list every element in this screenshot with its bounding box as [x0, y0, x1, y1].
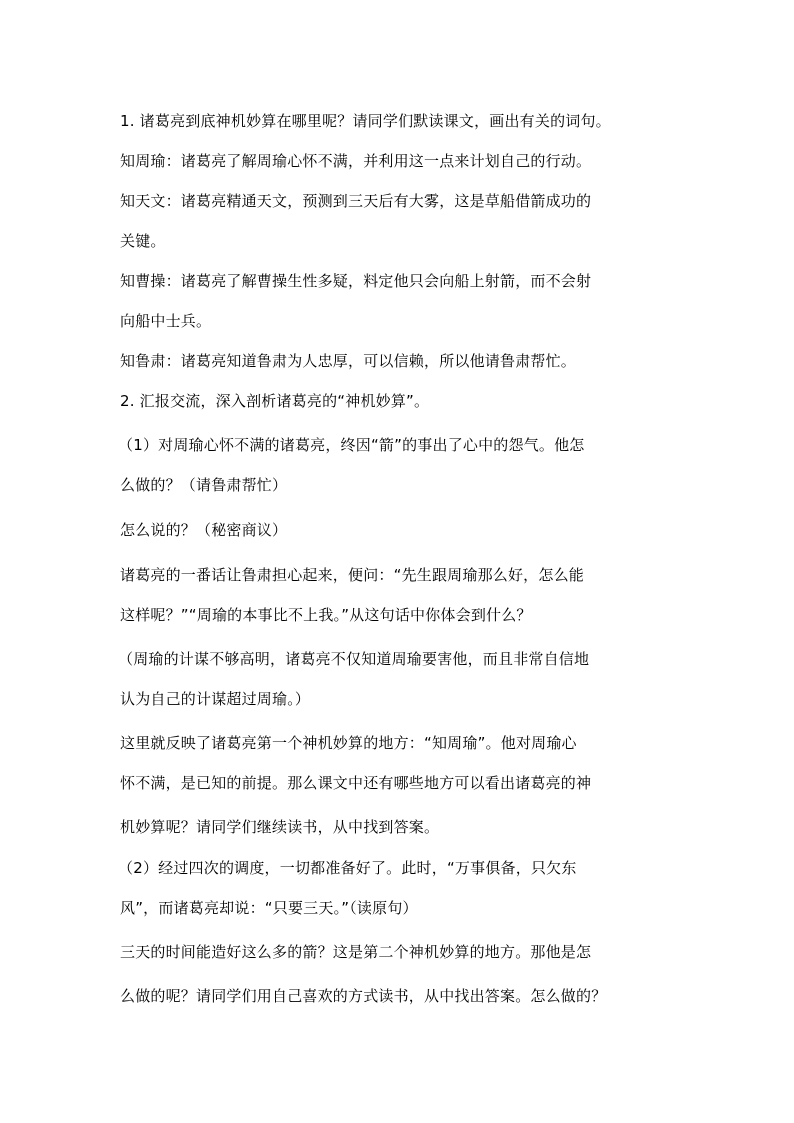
- text-line-12: 诸葛亮的一番话让鲁肃担心起来，便问：“先生跟周瑜那么好，怎么能: [120, 566, 584, 584]
- text-line-8: 2. 汇报交流，深入剖析诸葛亮的“神机妙算”。: [120, 392, 430, 410]
- text-line-14: （周瑜的计谋不够高明，诸葛亮不仅知道周瑜要害他，而且非常自信地: [118, 650, 590, 668]
- text-line-1: 1. 诸葛亮到底神机妙算在哪里呢？请同学们默读课文，画出有关的词句。: [120, 112, 611, 130]
- text-line-22: 么做的呢？请同学们用自己喜欢的方式读书，从中找出答案。怎么做的？: [120, 987, 607, 1005]
- text-line-6: 向船中士兵。: [120, 312, 212, 330]
- text-line-18: 机妙算呢？请同学们继续读书，从中找到答案。: [120, 818, 440, 836]
- text-line-2: 知周瑜：诸葛亮了解周瑜心怀不满，并利用这一点来计划自己的行动。: [120, 152, 592, 170]
- text-line-21: 三天的时间能造好这么多的箭？这是第二个神机妙算的地方。那他是怎: [120, 943, 592, 961]
- text-line-5: 知曹操：诸葛亮了解曹操生性多疑，料定他只会向船上射箭，而不会射: [120, 272, 592, 290]
- text-line-9: （1）对周瑜心怀不满的诸葛亮，终因“箭”的事出了心中的怨气。他怎: [118, 436, 585, 454]
- text-line-11: 怎么说的？（秘密商议）: [120, 521, 288, 539]
- text-line-15: 认为自己的计谋超过周瑜。）: [120, 690, 311, 708]
- text-line-3: 知天文：诸葛亮精通天文，预测到三天后有大雾，这是草船借箭成功的: [120, 192, 592, 210]
- text-line-16: 这里就反映了诸葛亮第一个神机妙算的地方：“知周瑜”。他对周瑜心: [120, 734, 577, 752]
- text-line-4: 关键。: [120, 232, 166, 250]
- text-line-19: （2）经过四次的调度，一切都准备好了。此时，“万事俱备，只欠东: [118, 859, 577, 877]
- text-line-20: 风”，而诸葛亮却说：“只要三天。”（读原句）: [120, 899, 418, 917]
- text-line-7: 知鲁肃：诸葛亮知道鲁肃为人忠厚，可以信赖，所以他请鲁肃帮忙。: [120, 352, 577, 370]
- text-line-10: 么做的？（请鲁肃帮忙）: [120, 476, 288, 494]
- text-line-17: 怀不满，是已知的前提。那么课文中还有哪些地方可以看出诸葛亮的神: [120, 774, 592, 792]
- text-line-13: 这样呢？”“周瑜的本事比不上我。”从这句话中你体会到什么？: [120, 606, 532, 624]
